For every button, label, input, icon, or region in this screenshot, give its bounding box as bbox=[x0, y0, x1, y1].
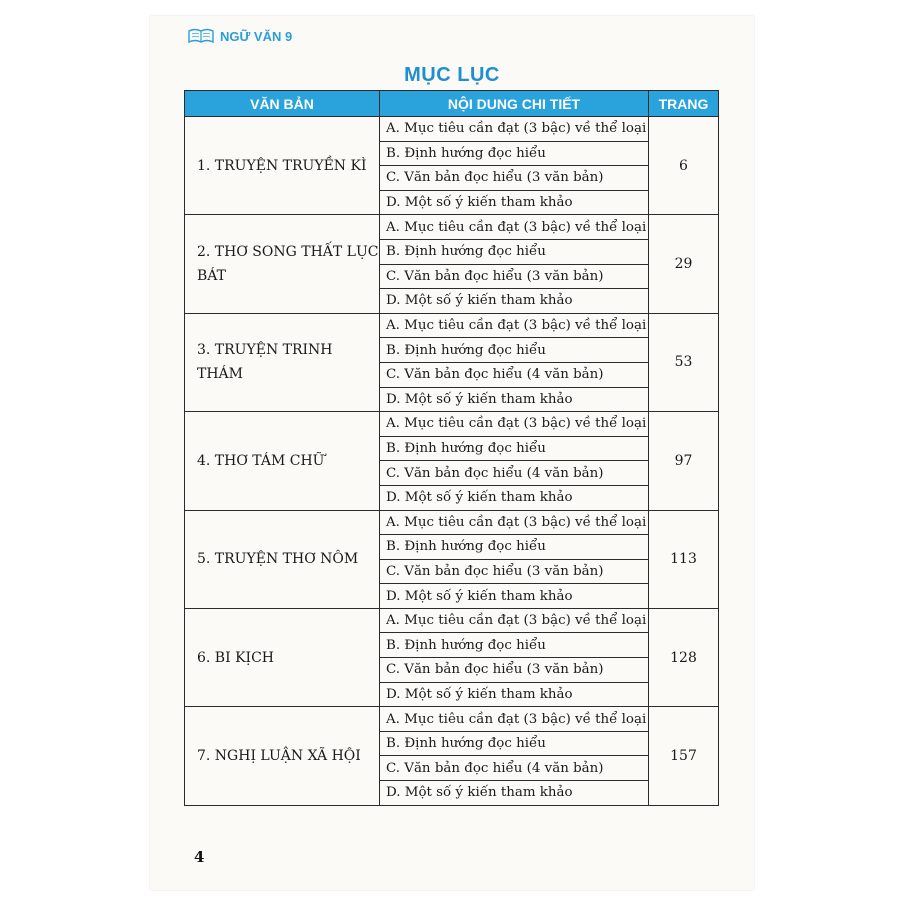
section-item: B. Định hướng đọc hiểu bbox=[380, 436, 649, 461]
section-item: B. Định hướng đọc hiểu bbox=[380, 633, 649, 658]
table-row bbox=[185, 117, 719, 142]
section-page-number: 128 bbox=[649, 608, 719, 706]
column-header-van-ban: VĂN BẢN bbox=[185, 91, 380, 117]
section-name: 3. TRUYỆN TRINH THÁM bbox=[185, 313, 380, 411]
section-item: D. Một số ý kiến tham khảo bbox=[380, 190, 649, 215]
section-name: 7. NGHỊ LUẬN XÃ HỘI bbox=[185, 707, 380, 805]
section-item: D. Một số ý kiến tham khảo bbox=[380, 485, 649, 510]
section-item: D. Một số ý kiến tham khảo bbox=[380, 387, 649, 412]
section-item: A. Mục tiêu cần đạt (3 bậc) về thể loại bbox=[380, 707, 649, 732]
page-header bbox=[188, 28, 292, 44]
section-name: 5. TRUYỆN THƠ NÔM bbox=[185, 510, 380, 608]
table-row bbox=[185, 412, 719, 437]
section-item: B. Định hướng đọc hiểu bbox=[380, 239, 649, 264]
section-item: C. Văn bản đọc hiểu (4 văn bản) bbox=[380, 756, 649, 781]
section-item: A. Mục tiêu cần đạt (3 bậc) về thể loại bbox=[380, 412, 649, 437]
page-title: MỤC LỤC bbox=[404, 64, 500, 86]
section-name: 4. THƠ TÁM CHỮ bbox=[185, 412, 380, 510]
section-item: B. Định hướng đọc hiểu bbox=[380, 338, 649, 363]
section-item: C. Văn bản đọc hiểu (3 văn bản) bbox=[380, 658, 649, 683]
column-header-noi-dung: NỘI DUNG CHI TIẾT bbox=[380, 91, 649, 117]
section-name: 1. TRUYỆN TRUYỀN KÌ bbox=[185, 117, 380, 215]
section-item: A. Mục tiêu cần đạt (3 bậc) về thể loại bbox=[380, 510, 649, 535]
table-row bbox=[185, 510, 719, 535]
section-name: 6. BI KỊCH bbox=[185, 608, 380, 706]
open-book-icon bbox=[188, 28, 214, 44]
section-item: D. Một số ý kiến tham khảo bbox=[380, 682, 649, 707]
page-number: 4 bbox=[194, 848, 205, 866]
section-item: C. Văn bản đọc hiểu (4 văn bản) bbox=[380, 362, 649, 387]
section-page-number: 29 bbox=[649, 215, 719, 313]
section-item: A. Mục tiêu cần đạt (3 bậc) về thể loại bbox=[380, 608, 649, 633]
section-item: C. Văn bản đọc hiểu (4 văn bản) bbox=[380, 461, 649, 486]
section-page-number: 97 bbox=[649, 412, 719, 510]
section-item: C. Văn bản đọc hiểu (3 văn bản) bbox=[380, 559, 649, 584]
table-row bbox=[185, 608, 719, 633]
table-row bbox=[185, 707, 719, 732]
section-item: A. Mục tiêu cần đạt (3 bậc) về thể loại bbox=[380, 117, 649, 142]
book-title: NGỮ VĂN 9 bbox=[220, 28, 293, 44]
section-item: D. Một số ý kiến tham khảo bbox=[380, 781, 649, 806]
column-header-trang: TRANG bbox=[649, 91, 719, 117]
section-item: C. Văn bản đọc hiểu (3 văn bản) bbox=[380, 166, 649, 191]
table-row bbox=[185, 313, 719, 338]
section-page-number: 53 bbox=[649, 313, 719, 411]
table-header-row bbox=[185, 91, 719, 117]
section-name: 2. THƠ SONG THẤT LỤC BÁT bbox=[185, 215, 380, 313]
section-page-number: 113 bbox=[649, 510, 719, 608]
section-item: A. Mục tiêu cần đạt (3 bậc) về thể loại bbox=[380, 215, 649, 240]
section-item: C. Văn bản đọc hiểu (3 văn bản) bbox=[380, 264, 649, 289]
section-item: B. Định hướng đọc hiểu bbox=[380, 535, 649, 560]
section-item: A. Mục tiêu cần đạt (3 bậc) về thể loại bbox=[380, 313, 649, 338]
table-row bbox=[185, 215, 719, 240]
toc-table bbox=[184, 90, 719, 806]
section-page-number: 157 bbox=[649, 707, 719, 805]
section-item: D. Một số ý kiến tham khảo bbox=[380, 289, 649, 314]
book-page bbox=[150, 16, 754, 890]
section-item: B. Định hướng đọc hiểu bbox=[380, 731, 649, 756]
section-item: D. Một số ý kiến tham khảo bbox=[380, 584, 649, 609]
section-page-number: 6 bbox=[649, 117, 719, 215]
section-item: B. Định hướng đọc hiểu bbox=[380, 141, 649, 166]
toc-body bbox=[185, 117, 719, 806]
